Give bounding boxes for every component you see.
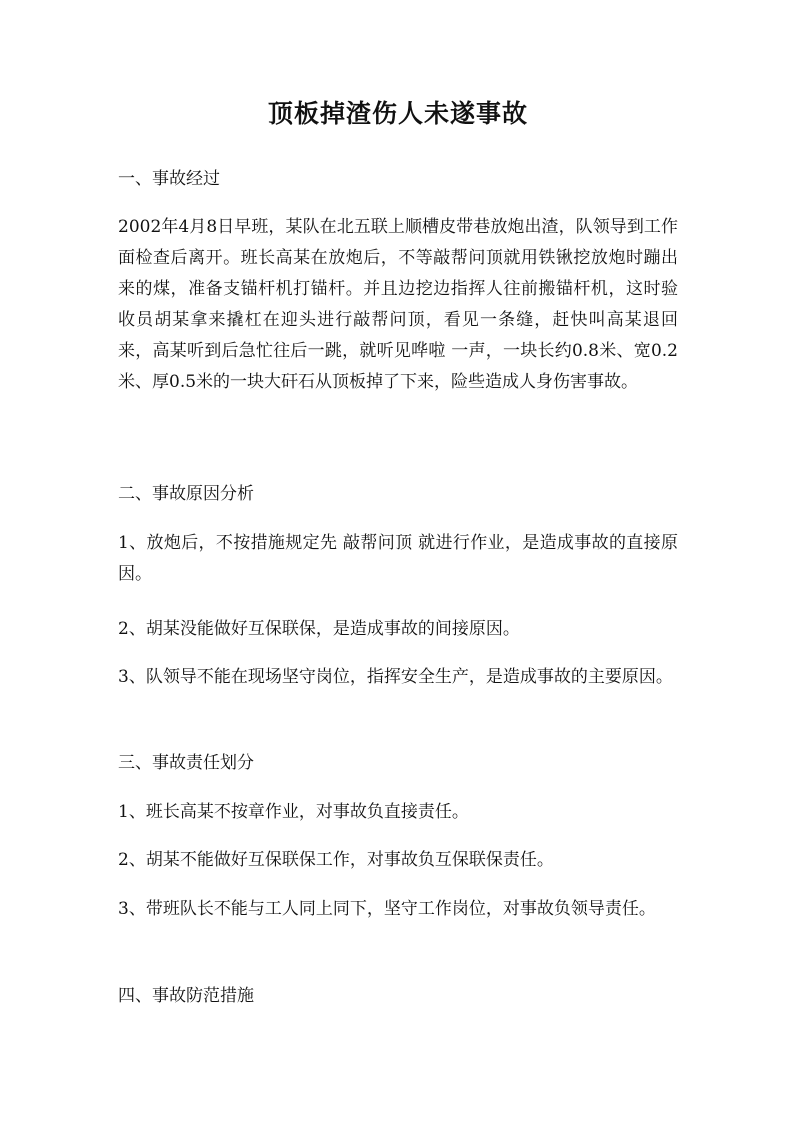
responsibility-item-2: 2、胡某不能做好互保联保工作，对事故负互保联保责任。 xyxy=(118,850,554,870)
cause-item-1: 1、放炮后，不按措施规定先 敲帮问顶 就进行作业，是造成事故的直接原因。 xyxy=(118,533,678,584)
responsibility-item-1: 1、班长高某不按章作业，对事故负直接责任。 xyxy=(118,802,469,822)
accident-process-body: 2002年4月8日早班，某队在北五联上顺槽皮带巷放炮出渣，队领导到工作面检查后离开。班长高某在放炮后，不等敲帮问顶就用铁锹挖放炮时蹦出来的煤，准备支锚杆机打锚杆。并且边挖边指挥人往前搬锚杆机，这时验收员胡某拿来撬杠在迎头进行敲帮问顶，看见一条缝，赶快叫高某退回来，高某听到后急忙往后一跳，就听见哗啦 一声，一块长约0.8米、宽0.2米、厚0.5米的一块大矸石从顶板掉了下来，险些造成人身伤害事故。 xyxy=(118,217,678,392)
responsibility-item-3: 3、带班队长不能与工人同上同下，坚守工作岗位，对事故负领导责任。 xyxy=(118,899,656,919)
cause-item-3: 3、队领导不能在现场坚守岗位，指挥安全生产，是造成事故的主要原因。 xyxy=(118,667,673,687)
section-heading-accident-process: 一、事故经过 xyxy=(118,169,220,189)
section-heading-prevention: 四、事故防范措施 xyxy=(118,986,254,1006)
cause-item-2: 2、胡某没能做好互保联保，是造成事故的间接原因。 xyxy=(118,619,520,639)
document-title: 顶板掉渣伤人未遂事故 xyxy=(267,99,528,128)
section-heading-cause-analysis: 二、事故原因分析 xyxy=(118,484,254,504)
section-heading-responsibility: 三、事故责任划分 xyxy=(118,753,254,773)
